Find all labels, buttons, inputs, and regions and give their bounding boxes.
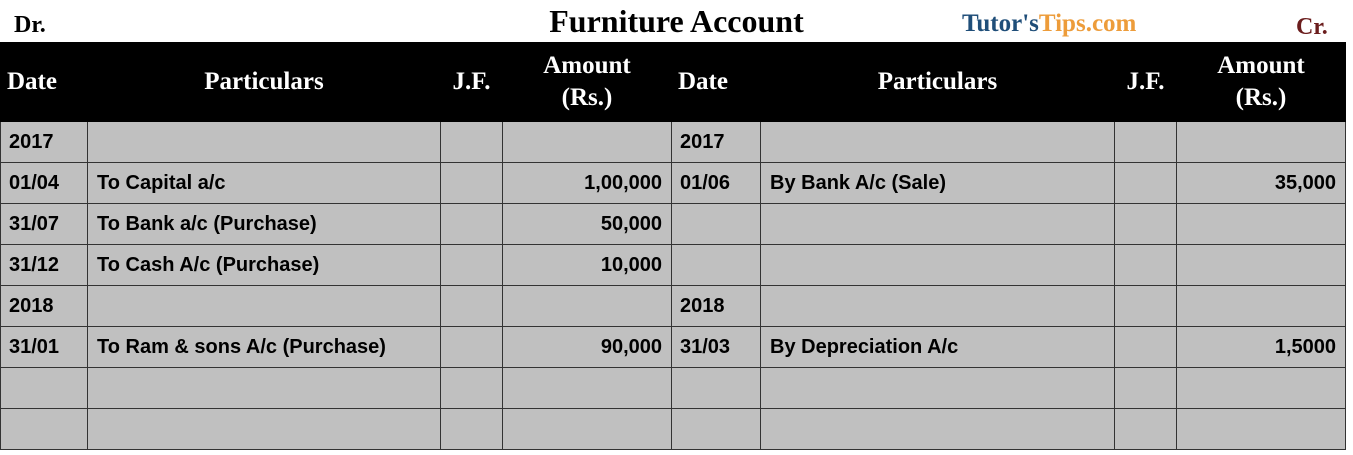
dr-date-cell: 31/07 xyxy=(1,204,88,245)
dr-date-cell xyxy=(1,409,88,450)
dr-jf-cell xyxy=(441,204,503,245)
dr-amount-cell: 1,00,000 xyxy=(503,163,672,204)
dr-amount-cell: 10,000 xyxy=(503,245,672,286)
dr-jf-cell xyxy=(441,327,503,368)
table-row xyxy=(1,163,1346,204)
cr-particulars-cell: By Bank A/c (Sale) xyxy=(761,163,1115,204)
dr-jf-cell xyxy=(441,122,503,163)
title-bar xyxy=(0,0,1353,42)
brand-logo xyxy=(962,10,1136,38)
dr-jf-cell xyxy=(441,245,503,286)
table-row xyxy=(1,409,1346,450)
cr-amount-cell xyxy=(1177,204,1346,245)
debit-label: Dr. xyxy=(14,12,46,38)
dr-jf-cell xyxy=(441,368,503,409)
col-header-dr-particulars: Particulars xyxy=(88,43,441,122)
cr-jf-cell xyxy=(1115,245,1177,286)
dr-amount-cell: 90,000 xyxy=(503,327,672,368)
col-header-dr-amount-line1: Amount xyxy=(543,52,631,79)
cr-date-cell: 01/06 xyxy=(672,163,761,204)
cr-jf-cell xyxy=(1115,122,1177,163)
dr-date-cell: 2018 xyxy=(1,286,88,327)
dr-amount-cell xyxy=(503,409,672,450)
table-row xyxy=(1,204,1346,245)
cr-amount-cell: 1,5000 xyxy=(1177,327,1346,368)
dr-particulars-cell: To Ram & sons A/c (Purchase) xyxy=(88,327,441,368)
table-row xyxy=(1,327,1346,368)
col-header-cr-jf: J.F. xyxy=(1115,43,1177,122)
cr-jf-cell xyxy=(1115,368,1177,409)
cr-jf-cell xyxy=(1115,163,1177,204)
dr-amount-cell xyxy=(503,122,672,163)
cr-particulars-cell: By Depreciation A/c xyxy=(761,327,1115,368)
col-header-dr-date: Date xyxy=(1,43,88,122)
table-row xyxy=(1,245,1346,286)
brand-logo-part1: Tutor's xyxy=(962,10,1039,37)
dr-jf-cell xyxy=(441,163,503,204)
cr-date-cell xyxy=(672,368,761,409)
dr-date-cell: 31/12 xyxy=(1,245,88,286)
cr-date-cell: 31/03 xyxy=(672,327,761,368)
dr-particulars-cell xyxy=(88,122,441,163)
cr-jf-cell xyxy=(1115,204,1177,245)
dr-particulars-cell xyxy=(88,368,441,409)
dr-date-cell: 01/04 xyxy=(1,163,88,204)
ledger-table xyxy=(0,42,1346,450)
header-row xyxy=(1,43,1346,122)
dr-amount-cell: 50,000 xyxy=(503,204,672,245)
dr-amount-cell xyxy=(503,368,672,409)
cr-particulars-cell xyxy=(761,245,1115,286)
dr-particulars-cell: To Bank a/c (Purchase) xyxy=(88,204,441,245)
dr-date-cell: 31/01 xyxy=(1,327,88,368)
cr-particulars-cell xyxy=(761,368,1115,409)
dr-particulars-cell: To Capital a/c xyxy=(88,163,441,204)
col-header-cr-date: Date xyxy=(672,43,761,122)
dr-jf-cell xyxy=(441,286,503,327)
cr-amount-cell xyxy=(1177,368,1346,409)
dr-particulars-cell: To Cash A/c (Purchase) xyxy=(88,245,441,286)
dr-date-cell: 2017 xyxy=(1,122,88,163)
dr-particulars-cell xyxy=(88,286,441,327)
cr-amount-cell: 35,000 xyxy=(1177,163,1346,204)
brand-logo-part2: Tips.com xyxy=(1038,10,1137,37)
col-header-cr-amount-line1: Amount xyxy=(1217,52,1305,79)
col-header-dr-amount-line2: (Rs.) xyxy=(561,84,613,111)
cr-particulars-cell xyxy=(761,204,1115,245)
dr-amount-cell xyxy=(503,286,672,327)
dr-jf-cell xyxy=(441,409,503,450)
table-row xyxy=(1,122,1346,163)
dr-date-cell xyxy=(1,368,88,409)
cr-amount-cell xyxy=(1177,286,1346,327)
col-header-cr-amount xyxy=(1177,43,1346,122)
cr-date-cell: 2017 xyxy=(672,122,761,163)
col-header-cr-particulars: Particulars xyxy=(761,43,1115,122)
cr-amount-cell xyxy=(1177,122,1346,163)
cr-jf-cell xyxy=(1115,409,1177,450)
table-row xyxy=(1,286,1346,327)
dr-particulars-cell xyxy=(88,409,441,450)
cr-date-cell: 2018 xyxy=(672,286,761,327)
cr-jf-cell xyxy=(1115,327,1177,368)
cr-amount-cell xyxy=(1177,245,1346,286)
cr-jf-cell xyxy=(1115,286,1177,327)
cr-particulars-cell xyxy=(761,122,1115,163)
page-title: Furniture Account xyxy=(549,3,804,39)
cr-particulars-cell xyxy=(761,286,1115,327)
col-header-dr-jf: J.F. xyxy=(441,43,503,122)
cr-date-cell xyxy=(672,204,761,245)
cr-particulars-cell xyxy=(761,409,1115,450)
cr-amount-cell xyxy=(1177,409,1346,450)
credit-label: Cr. xyxy=(1296,14,1328,40)
col-header-cr-amount-line2: (Rs.) xyxy=(1235,84,1287,111)
table-row xyxy=(1,368,1346,409)
cr-date-cell xyxy=(672,245,761,286)
cr-date-cell xyxy=(672,409,761,450)
col-header-dr-amount xyxy=(503,43,672,122)
